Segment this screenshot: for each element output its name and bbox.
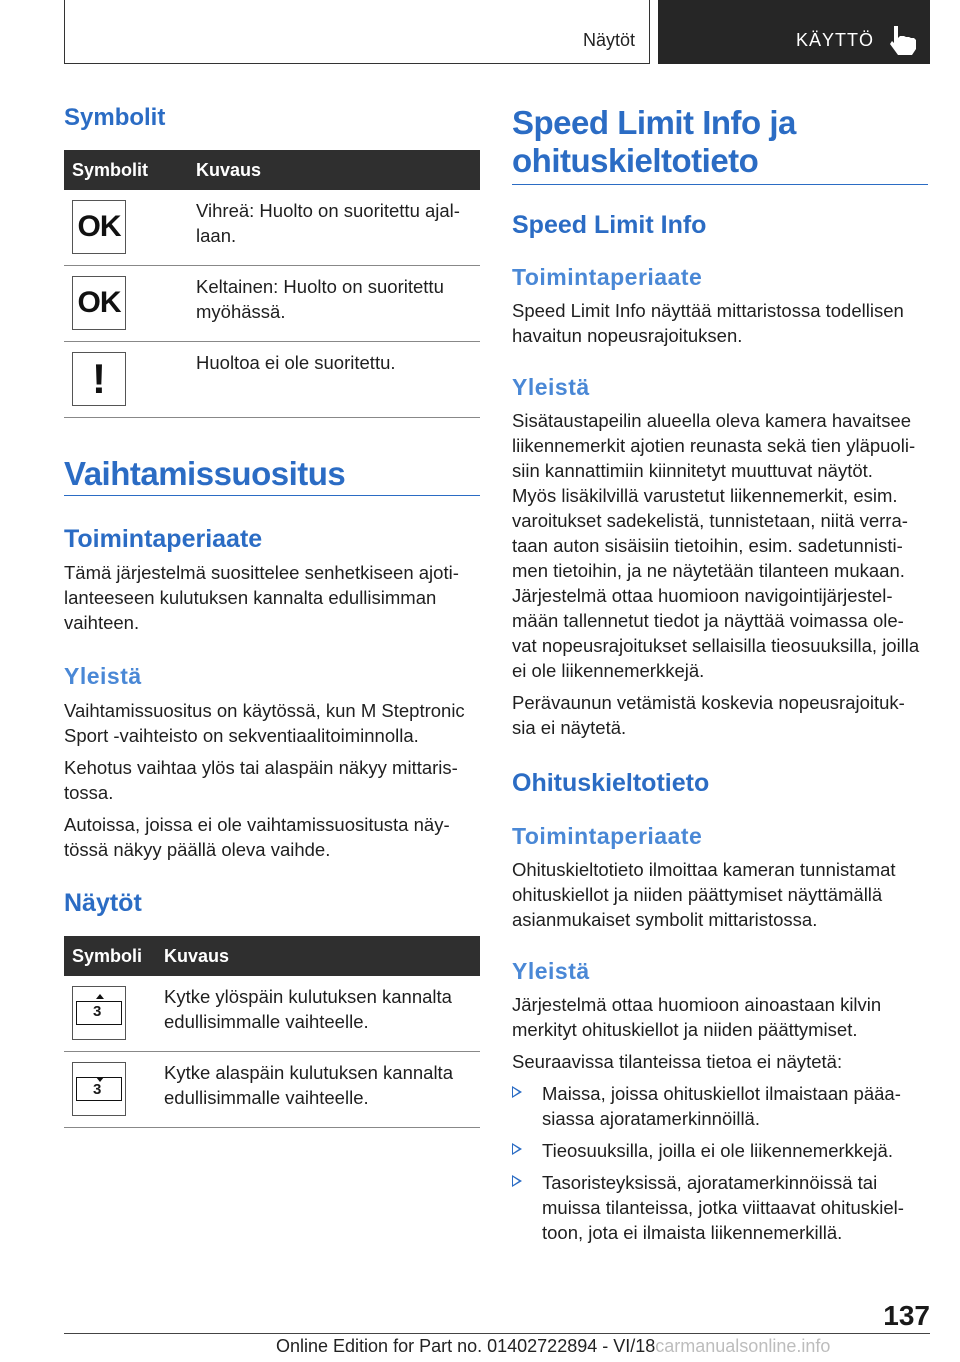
symbols-col-symbol: Symbolit bbox=[72, 159, 149, 180]
gear-table bbox=[64, 936, 480, 1128]
general-heading: Yleistä bbox=[64, 663, 142, 689]
row-description: Kytke alaspäin kulutuksen kannalta bbox=[164, 1062, 453, 1083]
row-description: edullisimmalle vaihteelle. bbox=[164, 1011, 369, 1032]
speed-limit-title: Speed Limit Info ja ohituskieltotieto bbox=[512, 104, 928, 185]
footer-edition bbox=[276, 1336, 830, 1357]
sli-general-heading: Yleistä bbox=[512, 374, 590, 400]
gear-table-header bbox=[64, 936, 480, 976]
symbols-table bbox=[64, 150, 480, 418]
ok-yellow-icon: OK bbox=[72, 276, 126, 330]
triangle-bullet-icon bbox=[512, 1143, 522, 1155]
header-chapter-label: KÄYTTÖ bbox=[795, 30, 874, 50]
header-chapter-tab bbox=[658, 0, 930, 64]
displays-heading: Näytöt bbox=[64, 889, 142, 917]
np-general-heading: Yleistä bbox=[512, 958, 590, 984]
np-principle-heading: Toimintaperiaate bbox=[512, 823, 703, 849]
header-section-label: Näytöt bbox=[582, 30, 635, 50]
list-item: Tasoristeyksissä, ajoratamerkinnöissä tai muissa tilanteissa, jotka viittaavat ohituskiel- toon, jota ei ilmaista liikennemerkillä. bbox=[512, 1170, 928, 1245]
edition-text: Online Edition for Part no. 01402722894 - VI/18 bbox=[276, 1336, 656, 1356]
general-text: Vaihtamissuositus on käytössä, kun M Steptronic Sport -vaihteisto on sekventiaalitoiminnolla. Kehotus vaihtaa ylös tai alaspäin näkyy mittaris- tossa. Autoissa, joissa ei ole vaihtamissuositusta näy- tössä näkyy päällä oleva vaihde. bbox=[64, 700, 465, 860]
gear-col-description: Kuvaus bbox=[164, 945, 230, 966]
table-row bbox=[64, 266, 480, 342]
header-section-tab bbox=[64, 0, 650, 64]
triangle-bullet-icon bbox=[512, 1175, 522, 1187]
exclamation-icon: ! bbox=[72, 352, 126, 406]
row-description: edullisimmalle vaihteelle. bbox=[164, 1087, 369, 1108]
table-row bbox=[64, 976, 480, 1052]
row-description: Keltainen: Huolto on suoritettu bbox=[196, 276, 444, 297]
gear-down-icon: 3 bbox=[72, 1062, 126, 1116]
sli-heading: Speed Limit Info bbox=[512, 211, 707, 239]
no-passing-heading: Ohituskieltotieto bbox=[512, 769, 710, 797]
row-description: Kytke ylöspäin kulutuksen kannalta bbox=[164, 986, 452, 1007]
list-item: Tieosuuksilla, joilla ei ole liikennemerkkejä. bbox=[512, 1138, 928, 1163]
sli-general-text: Sisätaustapeilin alueella oleva kamera havaitsee liikennemerkit ajotien reunasta sekä tien yläpuoli- siin kannattimiin kiinnitetyt muuttuvat näytöt. Myös lisäkilvillä varustetut liikennemerkit, esim. varoitukset sadekelistä, tunnistetaan, niitä verra- taan auton sisäisiin tietoihin, esim. sadetunnisti- men tietoihin, ja ne näytetään tilanteen mukaan. Järjestelmä ottaa huomioon navigointijärjestel- mään tallennetut tiedot ja näyttää voimassa ole- vat nopeusrajoitukset sellaisilla tieosuuksilla, joilla ei ole liikennemerkkejä. Perävaunun vetämistä koskevia nopeusrajoituk- sia ei näytetä. bbox=[512, 410, 920, 738]
symbols-heading: Symbolit bbox=[64, 104, 166, 131]
table-row bbox=[64, 1052, 480, 1128]
row-description: myöhässä. bbox=[196, 301, 286, 322]
ok-green-icon: OK bbox=[72, 200, 126, 254]
sli-principle-heading: Toimintaperiaate bbox=[512, 264, 703, 290]
gear-up-icon: 3 bbox=[72, 986, 126, 1040]
footer-divider bbox=[64, 1333, 930, 1334]
list-item: Maissa, joissa ohituskiellot ilmaistaan pääa- siassa ajoratamerkinnöillä. bbox=[512, 1081, 928, 1131]
pointing-hand-icon bbox=[884, 22, 920, 58]
symbols-col-description: Kuvaus bbox=[196, 159, 262, 180]
shift-recommendation-title: Vaihtamissuositus bbox=[64, 455, 480, 496]
table-row bbox=[64, 190, 480, 266]
np-principle-text: Ohituskieltotieto ilmoittaa kameran tunnistamat ohituskiellot ja niiden päättymiset näyttämällä asianmukaiset symbolit mittaristossa. bbox=[512, 859, 896, 930]
triangle-bullet-icon bbox=[512, 1086, 522, 1098]
page-number: 137 bbox=[883, 1300, 930, 1331]
sli-principle-text: Speed Limit Info näyttää mittaristossa todellisen havaitun nopeusrajoituksen. bbox=[512, 300, 904, 346]
row-description: Vihreä: Huolto on suoritettu ajal- bbox=[196, 200, 460, 221]
principle-heading: Toimintaperiaate bbox=[64, 525, 263, 553]
principle-text: Tämä järjestelmä suosittelee senhetkiseen ajoti- lanteeseen kulutuksen kannalta edullisimman vaihteen. bbox=[64, 562, 459, 633]
gear-col-symbol: Symboli bbox=[72, 945, 143, 966]
np-general-text: Järjestelmä ottaa huomioon ainoastaan kilvin merkityt ohituskiellot ja niiden päättymiset. Seuraavissa tilanteissa tietoa ei näytetä: Maissa, joissa ohituskiellot ilmaistaan pääa- siassa ajoratamerkinnöillä. Tieosuuksilla, joilla ei ole liikennemerkkejä. Tasoristeyksissä, ajoratamerkinnöissä tai muissa tilanteissa, jotka viittaavat ohituskiel- toon, jota ei ilmaista liikennemerkillä. bbox=[512, 992, 928, 1245]
table-row bbox=[64, 342, 480, 418]
row-description: laan. bbox=[196, 225, 237, 246]
watermark-text: carmanualsonline.info bbox=[655, 1336, 831, 1356]
symbols-table-header bbox=[64, 150, 480, 190]
row-description: Huoltoa ei ole suoritettu. bbox=[196, 352, 396, 373]
